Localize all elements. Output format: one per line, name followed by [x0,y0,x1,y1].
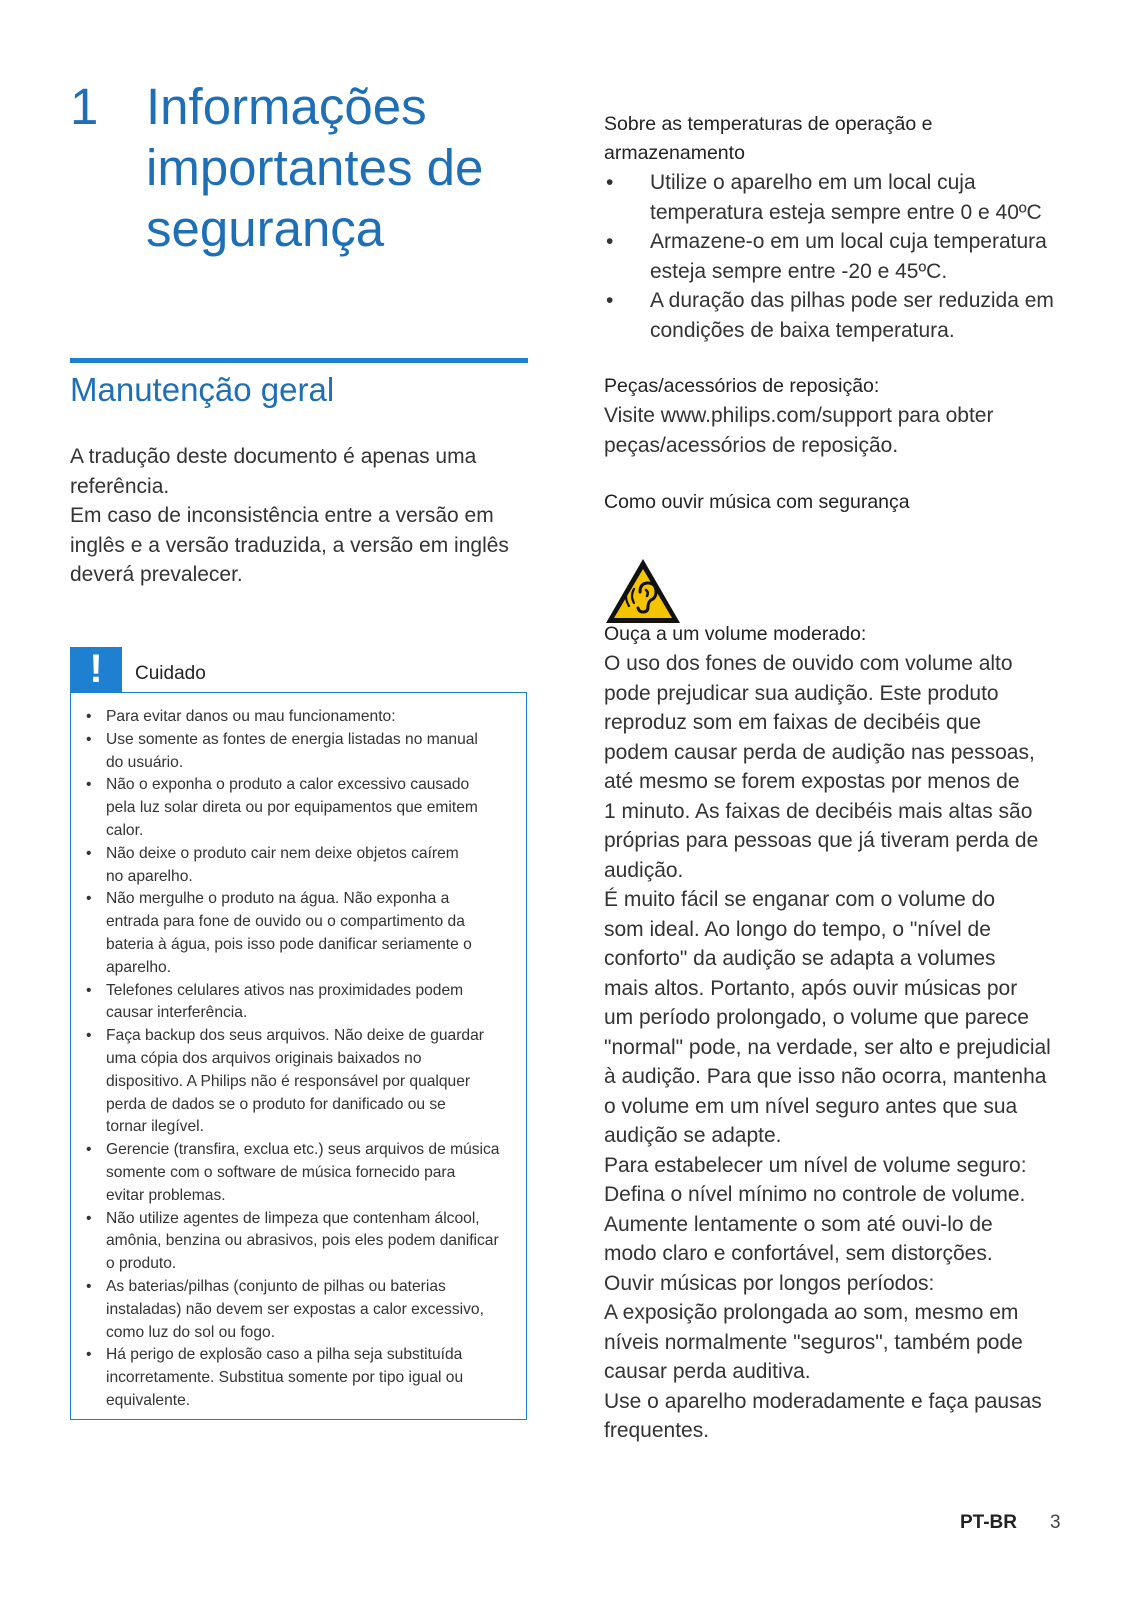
caution-item-line: instaladas) não devem ser expostas a calor excessivo, [106,1300,484,1318]
volume-line: audição se adapte. [604,1124,782,1147]
section-title: Manutenção geral [70,371,335,408]
temperature-item [604,168,1074,227]
caution-item-line: causar interferência. [106,1004,248,1022]
intro-line: referência. [70,474,170,498]
volume-line: conforto" da audição se adapta a volumes [604,947,996,970]
intro-paragraph [70,442,520,590]
section-rule [70,358,528,363]
page-number: 3 [1050,1512,1061,1533]
caution-item-line: somente com o software de música fornecido para [106,1163,456,1181]
caution-item [82,888,522,979]
caution-item-line: • As baterias/pilhas (conjunto de pilhas ou baterias [106,1277,446,1295]
caution-item-line: o produto. [106,1255,177,1273]
volume-line: A exposição prolongada ao som, mesmo em [604,1301,1019,1324]
volume-line: à audição. Para que isso não ocorra, mantenha [604,1065,1047,1088]
caution-item-line: no aparelho. [106,867,193,885]
hearing-warning-icon [603,556,683,626]
volume-line: audição. [604,858,684,882]
volume-line: 1 minuto. As faixas de decibéis mais altas são [604,799,1033,823]
chapter-title-line: Informações [146,78,427,135]
volume-line: o volume em um nível seguro antes que sua [604,1094,1018,1118]
caution-item [82,1139,522,1207]
volume-line: Use o aparelho moderadamente e faça pausas [604,1389,1042,1413]
chapter-title-line: importantes de [146,139,484,196]
temperatures-heading-line: Sobre as temperaturas de operação e [604,113,933,135]
caution-item-line: evitar problemas. [106,1186,226,1204]
caution-item-line: • Faça backup dos seus arquivos. Não deixe de guardar [106,1027,484,1045]
caution-item-line: amônia, benzina ou abrasivos, pois eles podem danificar [106,1232,499,1250]
caution-item-line: • Para evitar danos ou mau funcionamento: [106,708,396,725]
volume-line: pode prejudicar sua audição. Este produto [604,681,999,705]
caution-item-line: incorretamente. Substitua somente por tipo igual ou [106,1369,464,1387]
volume-line: um período prolongado, o volume que parece [604,1006,1029,1029]
temperature-item-line: temperatura esteja sempre entre 0 e 40ºC [650,200,1042,224]
caution-item [82,1208,522,1276]
caution-label: Cuidado [135,663,206,684]
intro-line: inglês e a versão traduzida, a versão em inglês [70,533,509,557]
parts-paragraph [604,401,1074,460]
temperature-item-line: • A duração das pilhas pode ser reduzida em [650,289,1054,312]
volume-line: níveis normalmente "seguros", também pode [604,1330,1023,1354]
caution-list [82,706,522,1413]
caution-item [82,1276,522,1344]
caution-item-line: calor. [106,821,144,839]
volume-line: Ouvir músicas por longos períodos: [604,1271,935,1295]
volume-line: O uso dos fones de ouvido com volume alto [604,652,1013,675]
caution-item-line: • Gerencie (transfira, exclua etc.) seus arquivos de música [106,1141,500,1159]
footer-language: PT-BR [960,1512,1017,1533]
intro-line: A tradução deste documento é apenas uma [70,445,477,468]
caution-item [82,706,522,729]
caution-item-line: uma cópia dos arquivos originais baixados no [106,1049,422,1067]
caution-item [82,729,522,775]
temperature-item-line: condições de baixa temperatura. [650,318,955,342]
caution-icon: ! [70,647,122,692]
caution-item-line: aparelho. [106,958,172,976]
caution-item-line: como luz do sol ou fogo. [106,1323,276,1341]
parts-line: peças/acessórios de reposição. [604,433,899,457]
volume-line: reproduz som em faixas de decibéis que [604,711,982,734]
caution-item [82,843,522,889]
intro-line: Em caso de inconsistência entre a versão em [70,504,494,527]
intro-line: deverá prevalecer. [70,563,243,586]
caution-item-line: • Não deixe o produto cair nem deixe objetos caírem [106,844,459,862]
volume-line: som ideal. Ao longo do tempo, o "nível de [604,917,991,941]
temperature-item-line: • Utilize o aparelho em um local cuja [650,171,976,194]
caution-item-line: • Não mergulhe o produto na água. Não exponha a [106,890,450,908]
caution-item-line: • Use somente as fontes de energia listadas no manual [106,730,478,748]
parts-heading: Peças/acessórios de reposição: [604,375,880,397]
temperature-item [604,286,1074,345]
temperature-item [604,227,1074,286]
caution-item-line: • Não utilize agentes de limpeza que contenham álcool, [106,1209,480,1227]
caution-item-line: equivalente. [106,1391,191,1409]
chapter-title [146,76,546,259]
temperatures-heading [604,110,1074,168]
volume-line: até mesmo se forem expostas por menos de [604,770,1020,793]
caution-item-line: bateria à água, pois isso pode danificar seriamente o [106,935,472,953]
caution-item [82,774,522,842]
volume-paragraph [604,649,1074,1446]
caution-item-line: perda de dados se o produto for danificado ou se [106,1095,446,1113]
temperatures-list [604,168,1074,345]
temperature-item-line: esteja sempre entre -20 e 45ºC. [650,259,948,283]
volume-line: É muito fácil se enganar com o volume do [604,888,996,911]
chapter-title-line: segurança [146,200,385,257]
chapter-number: 1 [70,78,99,135]
volume-line: causar perda auditiva. [604,1360,811,1383]
caution-item-line: do usuário. [106,753,184,771]
caution-item-line: • Não o exponha o produto a calor excessivo causado [106,776,470,794]
caution-item-line: pela luz solar direta ou por equipamentos que emitem [106,799,478,817]
volume-line: Aumente lentamente o som até ouvi-lo de [604,1212,993,1236]
volume-line: próprias para pessoas que já tiveram perda de [604,829,1039,852]
caution-item-line: entrada para fone de ouvido ou o compartimento da [106,913,465,931]
temperatures-heading-line: armazenamento [604,142,745,164]
caution-item [82,980,522,1026]
volume-line: "normal" pode, na verdade, ser alto e prejudicial [604,1035,1051,1059]
volume-heading: Ouça a um volume moderado: [604,623,867,645]
caution-item-line: • Há perigo de explosão caso a pilha seja substituída [106,1346,463,1364]
volume-line: modo claro e confortável, sem distorções. [604,1242,993,1265]
music-heading: Como ouvir música com segurança [604,491,910,513]
caution-item-line: • Telefones celulares ativos nas proximidades podem [106,981,464,999]
caution-item-line: tornar ilegível. [106,1118,204,1136]
caution-item [82,1025,522,1139]
parts-line: Visite www.philips.com/support para obter [604,404,994,427]
volume-line: Defina o nível mínimo no controle de volume. [604,1183,1026,1206]
caution-item-line: dispositivo. A Philips não é responsável por qualquer [106,1072,471,1090]
temperature-item-line: • Armazene-o em um local cuja temperatura [650,230,1047,253]
volume-line: frequentes. [604,1419,710,1442]
volume-line: mais altos. Portanto, após ouvir músicas por [604,976,1018,1000]
volume-line: Para estabelecer um nível de volume seguro: [604,1153,1027,1177]
volume-line: podem causar perda de audição nas pessoas, [604,740,1035,764]
caution-item [82,1344,522,1412]
